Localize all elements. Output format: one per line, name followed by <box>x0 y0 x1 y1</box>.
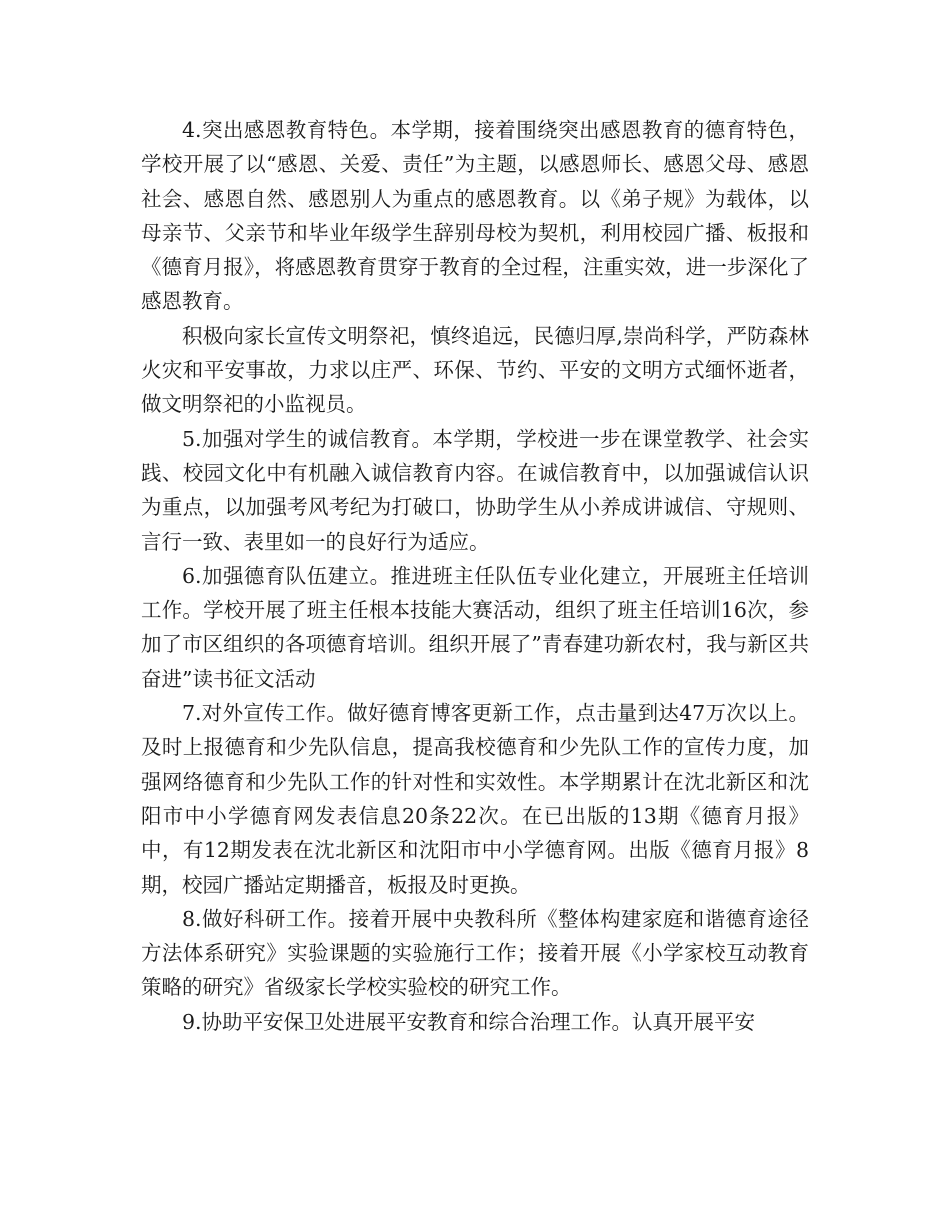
paragraph-item-4-gratitude: 4.突出感恩教育特色。本学期，接着围绕突出感恩教育的德育特色，学校开展了以“感恩、关爱、责任”为主题，以感恩师长、感恩父母、感恩社会、感恩自然、感恩别人为重点的感恩教育。以《弟子规》为载体，以母亲节、父亲节和毕业年级学生辞别母校为契机，利用校园广播、板报和《德育月报》，将感恩教育贯穿于教育的全过程，注重实效，进一步深化了感恩教育。 <box>141 118 809 314</box>
paragraph-civilized-memorial: 积极向家长宣传文明祭祀，慎终追远，民德归厚,崇尚科学，严防森林火灾和平安事故，力求以庄严、环保、节约、平安的文明方式缅怀逝者，做文明祭祀的小监视员。 <box>141 323 809 417</box>
paragraph-item-7-publicity: 7.对外宣传工作。做好德育博客更新工作，点击量到达47万次以上。及时上报德育和少先队信息，提高我校德育和少先队工作的宣传力度，加强网络德育和少先队工作的针对性和实效性。本学期累计在沈北新区和沈阳市中小学德育网发表信息20条22次。在已出版的13期《德育月报》中，有12期发表在沈北新区和沈阳市中小学德育网。出版《德育月报》8期，校园广播站定期播音，板报及时更换。 <box>141 701 809 897</box>
paragraph-item-8-research: 8.做好科研工作。接着开展中央教科所《整体构建家庭和谐德育途径方法体系研究》实验课题的实验施行工作；接着开展《小学家校互动教育策略的研究》省级家长学校实验校的研究工作。 <box>141 906 809 1000</box>
paragraph-item-5-integrity: 5.加强对学生的诚信教育。本学期，学校进一步在课堂教学、社会实践、校园文化中有机融入诚信教育内容。在诚信教育中，以加强诚信认识为重点，以加强考风考纪为打破口，协助学生从小养成讲诚信、守规则、言行一致、表里如一的良好行为适应。 <box>141 426 809 554</box>
paragraph-item-9-safety: 9.协助平安保卫处进展平安教育和综合治理工作。认真开展平安 <box>182 1009 756 1034</box>
paragraph-item-6-staff-building: 6.加强德育队伍建立。推进班主任队伍专业化建立，开展班主任培训工作。学校开展了班主任根本技能大赛活动，组织了班主任培训16次，参加了市区组织的各项德育培训。组织开展了”青春建功新农村，我与新区共奋进”读书征文活动 <box>141 563 809 691</box>
document-body <box>141 113 809 1039</box>
